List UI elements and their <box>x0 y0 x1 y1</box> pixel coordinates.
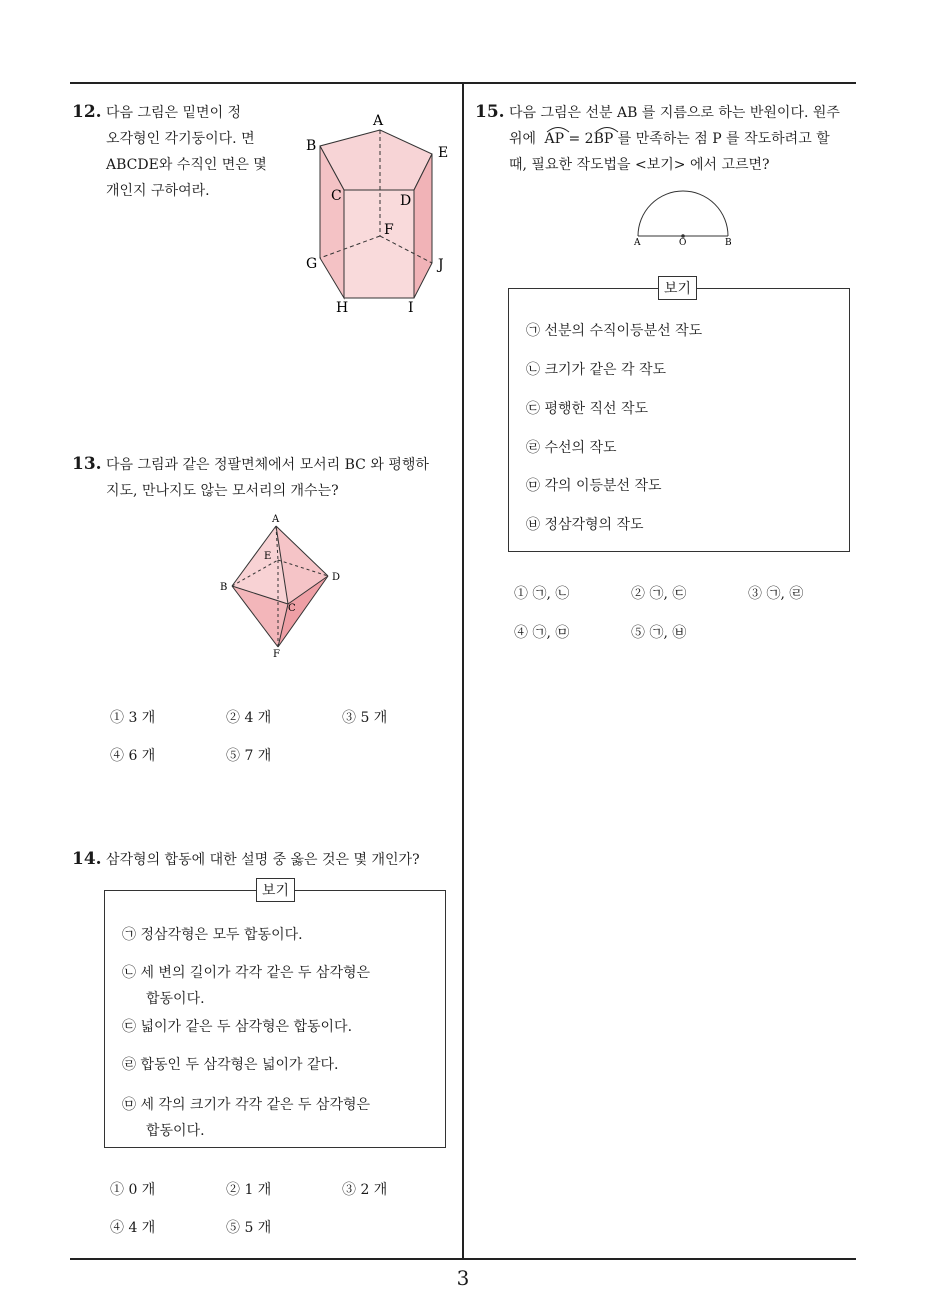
example-item: ㉡ 세 변의 길이가 각각 같은 두 삼각형은 <box>122 965 371 981</box>
answer-option-1[interactable]: ① 0 개 <box>110 1182 156 1198</box>
point-label-B: B <box>725 238 732 248</box>
question-number: 12. <box>72 102 102 122</box>
question-line: 지도, 만나지도 않는 모서리의 개수는? <box>106 483 339 499</box>
answer-option-2[interactable]: ② 4 개 <box>226 710 272 726</box>
question-text <box>106 452 466 504</box>
example-item: ㉢ 평행한 직선 작도 <box>526 401 649 417</box>
question-line: ABCDE와 수직인 면은 몇 <box>106 157 267 173</box>
answer-option-1[interactable]: ① ㉠, ㉡ <box>514 586 570 602</box>
answer-option-3[interactable]: ③ 5 개 <box>342 710 388 726</box>
vertex-label-I: I <box>408 300 414 316</box>
question-line: 개인지 구하여라. <box>106 183 210 199</box>
page-number: 3 <box>456 1266 470 1290</box>
vertex-label-H: H <box>336 300 349 316</box>
example-item-continuation: 합동이다. <box>146 991 205 1007</box>
question-line: 다음 그림은 선분 AB 를 지름으로 하는 반원이다. 원주 <box>509 105 840 121</box>
point-label-A: A <box>634 238 641 248</box>
example-item: ㉣ 합동인 두 삼각형은 넓이가 같다. <box>122 1057 339 1073</box>
vertex-label-D: D <box>332 572 341 583</box>
vertex-label-G: G <box>306 256 318 272</box>
arc-notation <box>594 126 614 152</box>
example-box-title: 보기 <box>658 276 697 300</box>
vertex-label-J: J <box>438 257 444 273</box>
vertex-label-B: B <box>220 582 228 593</box>
answer-option-2[interactable]: ② ㉠, ㉢ <box>631 586 687 602</box>
example-box-title: 보기 <box>256 878 295 902</box>
pentagonal-prism-figure <box>300 108 470 318</box>
example-item: ㉡ 크기가 같은 각 작도 <box>526 362 666 378</box>
vertex-label-A: A <box>272 514 280 525</box>
vertex-label-E: E <box>438 145 449 161</box>
vertex-label-F: F <box>384 222 394 238</box>
answer-option-5[interactable]: ⑤ ㉠, ㉥ <box>631 625 687 641</box>
question-line: 오각형인 각기둥이다. 면 <box>106 131 255 147</box>
arc-label: BP <box>593 131 614 147</box>
vertex-label-C: C <box>331 188 342 204</box>
text-span: 를 만족하는 점 P 를 작도하려고 할 <box>617 131 830 147</box>
question-number: 15. <box>475 102 505 122</box>
answer-option-4[interactable]: ④ 6 개 <box>110 748 156 764</box>
arc-icon <box>545 125 571 133</box>
example-item: ㉠ 선분의 수직이등분선 작도 <box>526 323 703 339</box>
question-number: 13. <box>72 454 102 474</box>
vertex-label-F: F <box>273 649 280 660</box>
answer-option-5[interactable]: ⑤ 5 개 <box>226 1220 272 1236</box>
answer-option-3[interactable]: ③ ㉠, ㉣ <box>748 586 804 602</box>
point-label-O: O <box>679 238 687 248</box>
example-item: ㉠ 정삼각형은 모두 합동이다. <box>122 927 303 943</box>
example-item: ㉣ 수선의 작도 <box>526 440 617 456</box>
vertex-label-E: E <box>264 551 272 562</box>
arc-notation <box>545 126 565 152</box>
example-item: ㉥ 정삼각형의 작도 <box>526 517 644 533</box>
answer-option-5[interactable]: ⑤ 7 개 <box>226 748 272 764</box>
example-item: ㉤ 세 각의 크기가 각각 같은 두 삼각형은 <box>122 1097 371 1113</box>
semicircle-arc <box>638 191 728 236</box>
answer-option-4[interactable]: ④ 4 개 <box>110 1220 156 1236</box>
vertex-label-C: C <box>288 603 296 614</box>
question-text: 삼각형의 합동에 대한 설명 중 옳은 것은 몇 개인가? <box>106 852 420 868</box>
arc-label: AP <box>544 131 565 147</box>
answer-option-4[interactable]: ④ ㉠, ㉤ <box>514 625 570 641</box>
example-item: ㉢ 넓이가 같은 두 삼각형은 합동이다. <box>122 1019 353 1035</box>
example-item: ㉤ 각의 이등분선 작도 <box>526 478 662 494</box>
vertex-label-D: D <box>400 193 412 209</box>
answer-option-1[interactable]: ① 3 개 <box>110 710 156 726</box>
question-line: 다음 그림은 밑면이 정 <box>106 105 242 121</box>
vertex-label-A: A <box>373 113 384 129</box>
semicircle-figure <box>630 186 740 248</box>
question-line <box>509 126 859 152</box>
arc-icon <box>594 125 620 133</box>
question-text <box>106 100 306 204</box>
text-span: 위에 <box>509 131 537 147</box>
question-line: 때, 필요한 작도법을 <보기> 에서 고르면? <box>509 157 770 173</box>
question-text <box>509 100 859 178</box>
question-number: 14. <box>72 849 102 869</box>
answer-option-3[interactable]: ③ 2 개 <box>342 1182 388 1198</box>
vertex-label-B: B <box>306 138 317 154</box>
equation-text: = 2 <box>568 131 594 147</box>
question-line: 다음 그림과 같은 정팔면체에서 모서리 BC 와 평행하 <box>106 457 429 473</box>
octahedron-figure <box>212 512 352 660</box>
bottom-rule <box>70 1258 856 1260</box>
answer-option-2[interactable]: ② 1 개 <box>226 1182 272 1198</box>
example-item-continuation: 합동이다. <box>146 1123 205 1139</box>
